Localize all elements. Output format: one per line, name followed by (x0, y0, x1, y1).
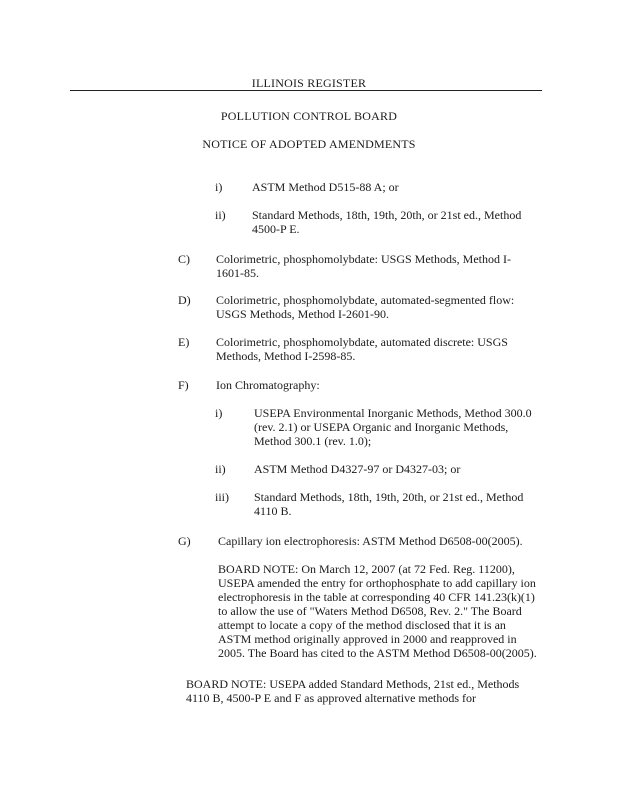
item-d-text: Colorimetric, phosphomolybdate, automated-segmented flow: USGS Methods, Method I-2601-90. (216, 293, 515, 321)
item-c-marker: C) (178, 252, 190, 266)
item-b-i-marker: i) (215, 180, 223, 194)
item-b-ii-marker: ii) (215, 208, 226, 222)
board-note-2: BOARD NOTE: USEPA added Standard Methods, 21st ed., Methods 4110 B, 4500-P E and F as approved alternative methods for (186, 677, 520, 705)
item-f-iii-marker: iii) (215, 490, 229, 504)
notice-title: NOTICE OF ADOPTED AMENDMENTS (202, 137, 416, 151)
item-f-ii-marker: ii) (215, 462, 226, 476)
item-f-i-marker: i) (215, 406, 223, 420)
item-c-text: Colorimetric, phosphomolybdate: USGS Methods, Method I-1601-85. (216, 252, 511, 280)
item-f-iii-text: Standard Methods, 18th, 19th, 20th, or 21st ed., Method 4110 B. (254, 490, 524, 518)
item-g-marker: G) (178, 534, 191, 548)
item-g-text: Capillary ion electrophoresis: ASTM Method D6508-00(2005). (218, 534, 523, 548)
register-title: ILLINOIS REGISTER (251, 76, 367, 90)
board-note-1: BOARD NOTE: On March 12, 2007 (at 72 Fed. Reg. 11200), USEPA amended the entry for orthophosphate to add capillary ion electrophoresis in the table at corresponding 40 CFR 141.23(k)(1) to allow the use of "Waters Method D6508, Rev. 2." The Board attempt to locate a copy of the method disclosed that it is an ASTM method originally approved in 2000 and reapproved in 2005. The Board has cited to the ASTM Method D6508-00(2005). (218, 562, 537, 660)
item-e-marker: E) (178, 335, 190, 349)
item-f-marker: F) (178, 378, 189, 392)
agency-name: POLLUTION CONTROL BOARD (220, 109, 398, 123)
item-f-ii-text: ASTM Method D4327-97 or D4327-03; or (254, 462, 461, 476)
item-d-marker: D) (178, 293, 191, 307)
item-f-text: Ion Chromatography: (216, 378, 320, 392)
item-b-ii-text: Standard Methods, 18th, 19th, 20th, or 21st ed., Method 4500-P E. (252, 208, 522, 236)
item-e-text: Colorimetric, phosphomolybdate, automated discrete: USGS Methods, Method I-2598-85. (216, 335, 508, 363)
header-rule (70, 90, 542, 91)
item-f-i-text: USEPA Environmental Inorganic Methods, Method 300.0 (rev. 2.1) or USEPA Organic and Inorganic Methods, Method 300.1 (rev. 1.0); (254, 406, 532, 448)
item-b-i-text: ASTM Method D515-88 A; or (252, 180, 399, 194)
